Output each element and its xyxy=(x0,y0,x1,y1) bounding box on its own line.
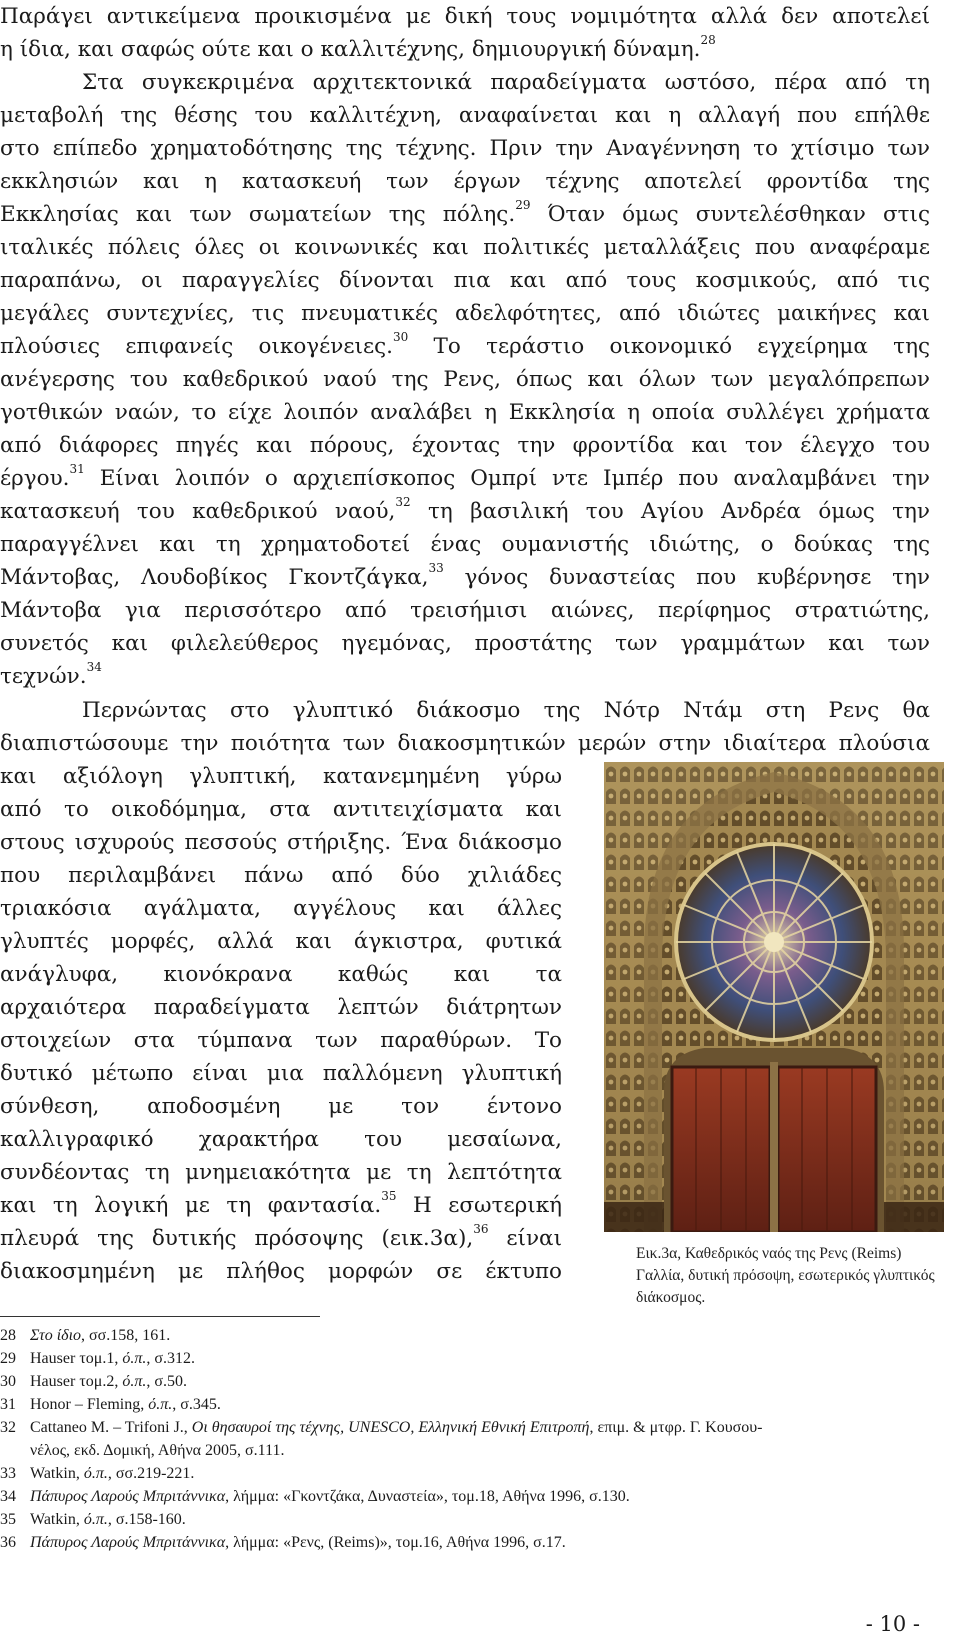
paragraph-1 xyxy=(0,0,930,66)
cathedral-photo xyxy=(604,762,944,1232)
text-span: είναι xyxy=(488,1226,562,1251)
text-line: και αξιόλογη γλυπτική, κατανεμημένη γύρω xyxy=(0,764,562,789)
text-line: ανέγερσης του καθεδρικού ναού της Ρενς, όπως και όλων των μεγαλόπρεπων xyxy=(0,367,930,392)
text-span: τεχνών. xyxy=(0,664,87,689)
footnote-34 xyxy=(0,1485,940,1508)
footnote-number: 35 xyxy=(0,1511,16,1528)
text-span: γόνος δυναστείας που κυβέρνησε την xyxy=(443,565,930,590)
footnote-rest: , σσ.158, 161. xyxy=(81,1327,171,1344)
cathedral-illustration xyxy=(604,762,944,1232)
text-span: τη βασιλική του Αγίου Ανδρέα όμως την xyxy=(410,499,930,524)
figure-caption: Εικ.3α, Καθεδρικός ναός της Ρενς (Reims) Γαλλία, δυτική πρόσοψη, εσωτερικός γλυπτικός διάκοσμος. xyxy=(636,1245,935,1306)
footnote-rest: , επιμ. & μτφρ. Γ. Κουσου- xyxy=(589,1419,763,1436)
footnote-28 xyxy=(0,1324,940,1347)
text-line: ανάγλυφα, κιονόκρανα καθώς και τα xyxy=(0,962,562,987)
text-line xyxy=(0,1222,562,1255)
text-span: Όταν όμως συντελέσθηκαν στις xyxy=(530,202,930,227)
text-line xyxy=(0,462,930,495)
text-line: παραπάνω, οι παραγγελίες δίνονται πια και από τους κοσμικούς, από τις xyxy=(0,268,930,293)
text-line xyxy=(0,561,930,594)
footnote-italic: Οι θησαυροί της τέχνης, UNESCO, Ελληνική Εθνική Επιτροπή xyxy=(191,1419,590,1436)
footnote-continuation: νέλος, εκδ. Δομική, Αθήνα 2005, σ.111. xyxy=(30,1442,285,1459)
footnote-number: 30 xyxy=(0,1373,16,1390)
footnote-italic: ό.π. xyxy=(122,1373,147,1390)
text-line: δυτικό μέτωπο είναι μια παλλόμενη γλυπτική xyxy=(0,1061,562,1086)
text-line: παραγγέλνει και τη χρηματοδοτεί ένας ουμανιστής ιδιώτης, ο δούκας της xyxy=(0,532,930,557)
footnote-rest: , σ.50. xyxy=(146,1373,187,1390)
text-span: πλούσιες επιφανείς οικογένειες. xyxy=(0,334,393,359)
footnote-number: 29 xyxy=(0,1350,16,1367)
text-line xyxy=(0,1189,562,1222)
footnote-text xyxy=(30,1531,940,1554)
text-span: η ίδια, και σαφώς ούτε και ο καλλιτέχνης, δημιουργική δύναμη. xyxy=(0,37,701,62)
footnote-35 xyxy=(0,1508,940,1531)
text-line: γλυπτές μορφές, αλλά και άγκιστρα, φυτικά xyxy=(0,929,562,954)
footnote-ref-33: 33 xyxy=(428,560,444,575)
text-span: Εκκλησίας και των σωματείων της πόλης. xyxy=(0,202,516,227)
footnote-ref-29: 29 xyxy=(515,197,531,212)
footnote-pre: Honor – Fleming, xyxy=(30,1396,149,1413)
footnote-number: 34 xyxy=(0,1488,16,1505)
footnote-italic: Στο ίδιο xyxy=(30,1327,82,1344)
text-line xyxy=(0,198,930,231)
text-line: στοιχείων στα τύμπανα των παραθύρων. Το xyxy=(0,1028,562,1053)
footnote-text xyxy=(30,1393,940,1416)
text-span: Η εσωτερική xyxy=(396,1193,563,1218)
footnote-ref-30: 30 xyxy=(392,329,409,344)
footnote-text xyxy=(30,1508,940,1531)
footnote-italic: Πάπυρος Λαρούς Μπριτάννικα xyxy=(30,1534,226,1551)
paragraph-3-intro xyxy=(0,694,930,760)
footnote-number: 33 xyxy=(0,1465,16,1482)
text-line: από το οικοδόμημα, στα αντιτειχίσματα και xyxy=(0,797,562,822)
footnote-italic: ό.π. xyxy=(83,1511,108,1528)
text-line: στο επίπεδο χρηματοδότησης της τέχνης. Πριν την Αναγέννηση το χτίσιμο των xyxy=(0,136,930,161)
text-line xyxy=(0,495,930,528)
footnote-pre: Cattaneo M. – Trifoni J., xyxy=(30,1419,192,1436)
footnote-pre: Hauser τομ.2, xyxy=(30,1373,123,1390)
text-line: που περιλαμβάνει πάνω από δύο χιλιάδες xyxy=(0,863,562,888)
footnote-italic: ό.π. xyxy=(148,1396,173,1413)
footnote-ref-35: 35 xyxy=(381,1188,397,1203)
text-line: ιταλικές πόλεις όλες οι κοινωνικές και πολιτικές μεταλλάξεις που αναφέραμε xyxy=(0,235,930,260)
text-line xyxy=(0,33,930,66)
text-span: Το τεράστιο οικονομικό εγχείρημα της xyxy=(408,334,930,359)
text-span: και τη λογική με τη φαντασία. xyxy=(0,1193,382,1218)
footnote-rest: , σ.345. xyxy=(172,1396,221,1413)
footnote-36 xyxy=(0,1531,940,1554)
footnote-rest: , λήμμα: «Ρενς, (Reims)», τομ.16, Αθήνα 1996, σ.17. xyxy=(225,1534,566,1551)
footnote-ref-31: 31 xyxy=(69,461,85,476)
footnote-text xyxy=(30,1324,940,1347)
text-line: τριακόσια αγάλματα, αγγέλους και άλλες xyxy=(0,896,562,921)
footnote-italic: Πάπυρος Λαρούς Μπριτάννικα xyxy=(30,1488,226,1505)
footnote-rest: , σσ.219-221. xyxy=(107,1465,195,1482)
footnote-rest: , σ.312. xyxy=(146,1350,195,1367)
text-line: αρχαιότερα παραδείγματα λεπτών διάτρητων xyxy=(0,995,562,1020)
footnote-30 xyxy=(0,1370,940,1393)
text-line: Παράγει αντικείμενα προικισμένα με δική τους νομιμότητα αλλά δεν αποτελεί xyxy=(0,4,930,29)
footnote-number: 28 xyxy=(0,1327,16,1344)
text-line xyxy=(0,330,930,363)
text-line: μεγάλες συντεχνίες, τις πνευματικές αδελφότητες, από ιδιώτες μαικήνες και xyxy=(0,301,930,326)
footnote-text xyxy=(30,1485,940,1508)
footnote-pre: Watkin, xyxy=(30,1465,84,1482)
text-span: κατασκευή του καθεδρικού ναού, xyxy=(0,499,396,524)
footnote-separator xyxy=(0,1316,320,1317)
footnote-number: 32 xyxy=(0,1419,16,1436)
text-span: πλευρά της δυτικής πρόσοψης (εικ.3α), xyxy=(0,1226,474,1251)
text-span: Μάντοβας, Λουδοβίκος Γκοντζάγκα, xyxy=(0,565,429,590)
footnotes xyxy=(0,1324,940,1554)
footnote-ref-32: 32 xyxy=(395,494,411,509)
text-line: Μάντοβα για περισσότερο από τρεισήμισι αιώνες, περίφημος στρατιώτης, xyxy=(0,598,930,623)
paragraph-2 xyxy=(0,66,930,693)
text-line: καλλιγραφικό χαρακτήρα του μεσαίωνα, xyxy=(0,1127,562,1152)
footnote-pre: Hauser τομ.1, xyxy=(30,1350,123,1367)
text-line: διακοσμημένη με πλήθος μορφών σε έκτυπο xyxy=(0,1259,562,1284)
footnote-text xyxy=(30,1416,940,1462)
text-line: σύνθεση, αποδοσμένη με τον έντονο xyxy=(0,1094,562,1119)
paragraph-3-column xyxy=(0,760,562,1288)
footnote-ref-36: 36 xyxy=(473,1221,489,1236)
text-line: Περνώντας στο γλυπτικό διάκοσμο της Νότρ Ντάμ στη Ρενς θα xyxy=(82,698,930,723)
text-line: από διάφορες πηγές και πόρους, έχοντας την φροντίδα και τον έλεγχο του xyxy=(0,433,930,458)
text-line: μεταβολή της θέσης του καλλιτέχνη, αναφαίνεται και η αλλαγή που επήλθε xyxy=(0,103,930,128)
footnote-number: 31 xyxy=(0,1396,16,1413)
text-line: συνετός και φιλελεύθερος ηγεμόνας, προστάτης των γραμμάτων και των xyxy=(0,631,930,656)
footnote-29 xyxy=(0,1347,940,1370)
footnote-number: 36 xyxy=(0,1534,16,1551)
text-line: εκκλησιών και η κατασκευή των έργων τέχνης αποτελεί φροντίδα της xyxy=(0,169,930,194)
text-line: γοτθικών ναών, το είχε λοιπόν αναλάβει η Εκκλησία η οποία συλλέγει χρήματα xyxy=(0,400,930,425)
footnote-text xyxy=(30,1370,940,1393)
text-line: Στα συγκεκριμένα αρχιτεκτονικά παραδείγματα ωστόσο, πέρα από τη xyxy=(82,70,930,95)
footnote-italic: ό.π. xyxy=(122,1350,147,1367)
footnote-33 xyxy=(0,1462,940,1485)
footnote-ref-28: 28 xyxy=(700,32,716,47)
text-span: έργου. xyxy=(0,466,70,491)
footnote-rest: , λήμμα: «Γκοντζάκα, Δυναστεία», τομ.18, Αθήνα 1996, σ.130. xyxy=(225,1488,630,1505)
footnote-text xyxy=(30,1462,940,1485)
footnote-pre: Watkin, xyxy=(30,1511,84,1528)
footnote-ref-34: 34 xyxy=(86,659,102,674)
footnote-31 xyxy=(0,1393,940,1416)
text-line: διαπιστώσουμε την ποιότητα των διακοσμητικών μερών στην ιδιαίτερα πλούσια xyxy=(0,731,930,756)
text-line: στους ισχυρούς πεσσούς στήριξης. Ένα διάκοσμο xyxy=(0,830,562,855)
text-line: συνδέοντας τη μνημειακότητα με τη λεπτότητα xyxy=(0,1160,562,1185)
footnote-rest: , σ.158-160. xyxy=(107,1511,186,1528)
footnote-text xyxy=(30,1347,940,1370)
footnote-32 xyxy=(0,1416,940,1462)
text-span: Είναι λοιπόν ο αρχιεπίσκοπος Ομπρί ντε Ιμπέρ που αναλαμβάνει την xyxy=(84,466,930,491)
footnote-italic: ό.π. xyxy=(83,1465,108,1482)
text-line xyxy=(0,660,930,693)
page-number: - 10 - xyxy=(865,1612,920,1636)
